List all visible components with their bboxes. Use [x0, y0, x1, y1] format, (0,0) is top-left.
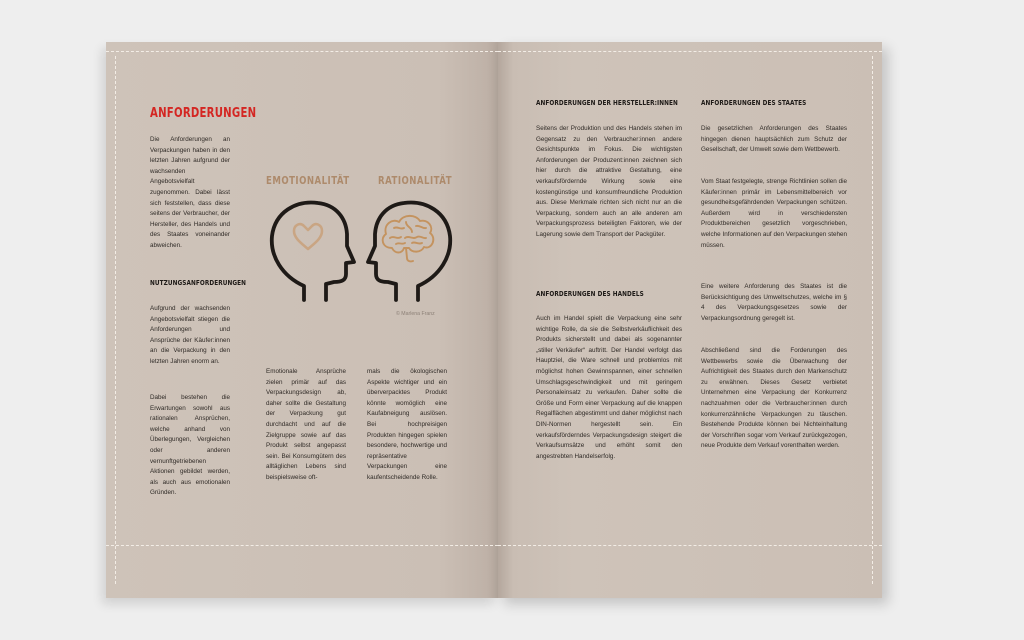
staat-paragraph-1: Die gesetzlichen Anforderungen des Staates hingegen dienen hauptsächlich zum Schutz der Gesellschaft, der Umwelt sowie dem Wettbewerb.	[701, 125, 847, 154]
intro-paragraph: Die Anforderungen an Verpackungen haben in den letzten Jahren aufgrund der wachsenden Angebotsvielfalt zugenommen. Dabei lässt sich feststellen, dass diese seitens der Verbraucher, der Hersteller, des Handels und des Staates voneinander abweichen.	[150, 136, 230, 249]
open-booklet	[106, 42, 882, 598]
stitch-line-top	[106, 51, 498, 52]
stitch-line-right	[872, 56, 873, 584]
stitch-line-top	[498, 51, 882, 52]
nutzung-heading: NUTZUNGSANFORDERUNGEN	[150, 279, 247, 287]
hersteller-paragraph: Seitens der Produktion und des Handels stehen im Gegensatz zu den Verbraucher:innen andere Gesichtspunkte im Fokus. Die wichtigsten Anforderungen der Produzent:innen zeichnen sich hier durch die attraktive Gestaltung, eine verkaufsfördernde Wirkung sowie eine kostengünstige und konsumfreundliche Produktion aus. Diese Merkmale richten sich nicht nur an die Verpackung, sondern auch an alle anderen am Verpackungsprozess beteiligten Faktoren, wie der Lagerung sowie dem Transport der Packgüter.	[536, 125, 682, 238]
heads-illustration	[266, 200, 456, 308]
staat-paragraph-2: Vom Staat festgelegte, strenge Richtlinien sollen die Käufer:innen primär im Lebensmittelbereich vor gesundheitsgefährdenden Verpackungen schützen. Außerdem wird in verschiedensten Produktbereichen gesetzlich vorgeschrieben, welche Informationen auf den Verpackungen stehen müssen.	[701, 178, 847, 249]
rational-column-text: mals die ökologischen Aspekte wichtiger und ein überverpacktes Produkt könnte womöglich eine Kaufabneigung auslösen. Bei hochpreisigen Produkten hingegen spielen besondere, hochwertige und repräsentative Verpackungen eine kaufentscheidende Rolle.	[367, 368, 447, 481]
left-page	[106, 42, 498, 598]
brain-icon	[383, 216, 434, 262]
label-emotionalitaet: EMOTIONALITÄT	[266, 174, 350, 187]
image-copyright: © Marlena Franz	[396, 311, 435, 317]
label-rationalitaet: RATIONALITÄT	[378, 174, 453, 187]
right-page	[498, 42, 882, 598]
heart-icon	[294, 224, 322, 249]
staat-paragraph-4: Abschließend sind die Forderungen des Wettbewerbs sowie die Überwachung der Aufrichtigkeit des Staates durch den Markenschutz zu erwähnen. Dieses Gesetz verbietet Unternehmen eine Verpackung der Konkurrenz nachzuahmen oder die Verbraucher:innen durch konkurrenzähnliche Verpackungen zu täuschen. Bestehende Produkte können bei Nichteinhaltung der Vorschriften sogar vom Verkauf zurückgezogen, neue Produkte dem Verkauf vorenthalten werden.	[701, 347, 847, 450]
hersteller-heading: ANFORDERUNGEN DER HERSTELLER:INNEN	[536, 99, 678, 107]
emotional-head-icon	[272, 203, 354, 300]
rational-head-icon	[368, 203, 450, 300]
staat-paragraph-3: Eine weitere Anforderung des Staates ist die Berücksichtigung des Umweltschutzes, welche im § 4 des Verpackungsgesetzes sowie der Verpackungsordnung geregelt ist.	[701, 283, 847, 322]
stitch-line-bottom	[106, 545, 498, 546]
handel-heading: ANFORDERUNGEN DES HANDELS	[536, 290, 644, 298]
emotional-column-text: Emotionale Ansprüche zielen primär auf das Verpackungsdesign ab, daher sollte die Gestaltung der Verpackung gut durchdacht und auf die Zielgruppe sowie auf das Produkt selbst angepasst sein. Bei Konsumgütern des alltäglichen Lebens sind beispielsweise oft-	[266, 368, 346, 481]
nutzung-paragraph-2: Dabei bestehen die Erwartungen sowohl aus rationalen Ansprüchen, welche anhand von Überlegungen, Vergleichen oder anderen vernunftgetriebenen Aktionen gebildet werden, als auch aus emotionalen Gründen.	[150, 394, 230, 497]
page-title: ANFORDERUNGEN	[150, 106, 257, 121]
staat-heading: ANFORDERUNGEN DES STAATES	[701, 99, 807, 107]
handel-paragraph: Auch im Handel spielt die Verpackung eine sehr wichtige Rolle, da sie die Selbstverkäuflichkeit des Produkts sicherstellt und dabei als sogenannter „stiller Verkäufer“ auftritt. Der Handel verfolgt das Hauptziel, die Ware schnell und problemlos mit möglichst hohen Gewinnspannen, einer schnellen Umschlagsgeschwindigkeit und mit geringem Personaleinsatz zu verkaufen. Daher sollte die Größe und Form einer Verpackung auf die knappen Regalflächen abgestimmt und daher möglichst nach DIN-Normen hergestellt sein. Ein verkaufsförderndes Verpackungsdesign steigert die Verkaufsumsätze und erhöht somit den angestrebten Handelserfolg.	[536, 315, 682, 460]
nutzung-paragraph-1: Aufgrund der wachsenden Angebotsvielfalt stiegen die Anforderungen und Ansprüche der Käufer:innen an die Verpackung in den letzten Jahren enorm an.	[150, 305, 230, 365]
stitch-line-left	[115, 56, 116, 584]
stitch-line-bottom	[498, 545, 882, 546]
